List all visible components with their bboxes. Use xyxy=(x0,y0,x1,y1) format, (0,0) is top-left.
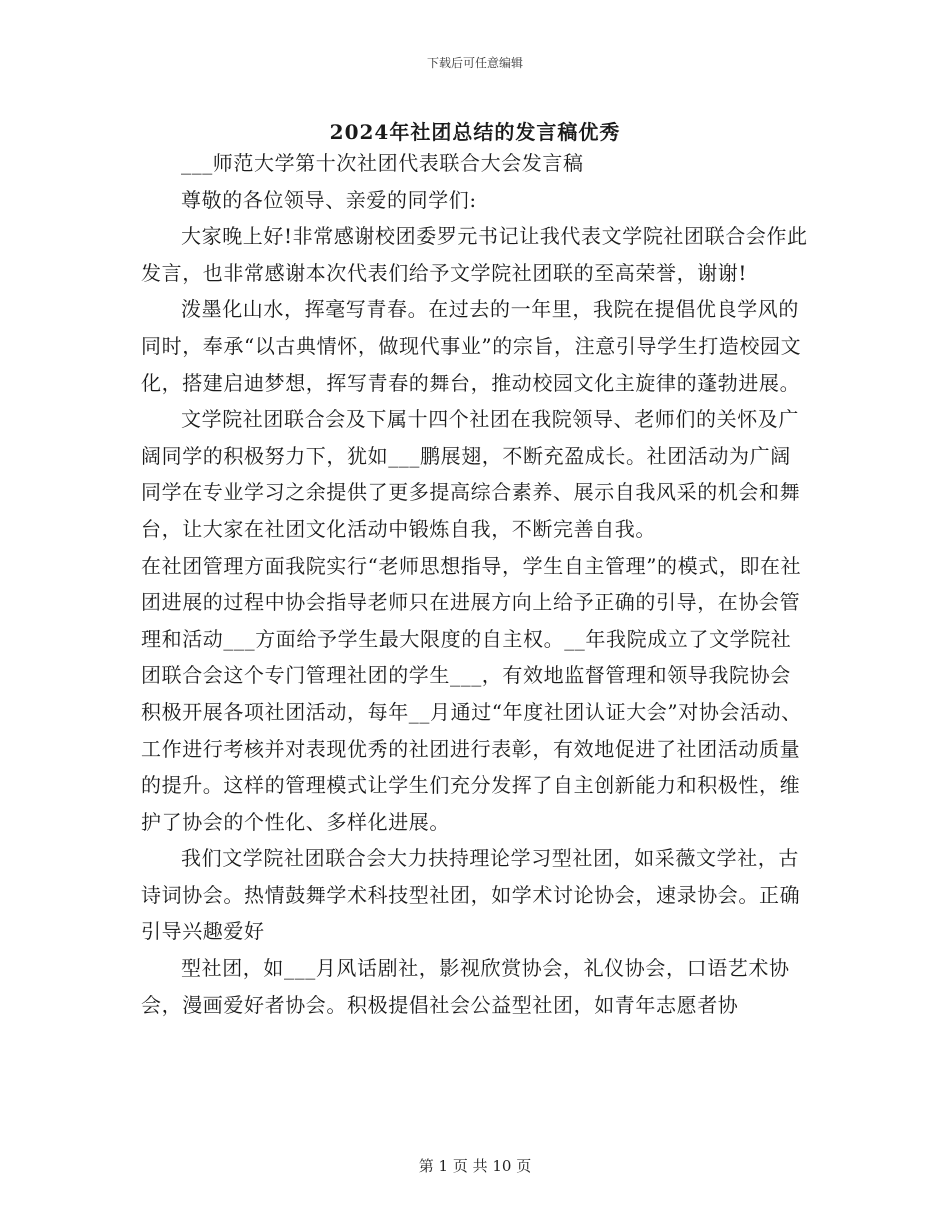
page-footer-page-number: 第 1 页 共 10 页 xyxy=(418,1157,532,1175)
paragraph: 在社团管理方面我院实行“老师思想指导，学生自主管理”的模式，即在社团进展的过程中协会指导老师只在进展方向上给予正确的引导，在协会管理和活动___方面给予学生最大限度的自主权。__年我院成立了文学院社团联合会这个专门管理社团的学生___，有效地监督管理和领导我院协会积极开展各项社团活动，每年__月通过“年度社团认证大会”对协会活动、工作进行考核并对表现优秀的社团进行表彰，有效地促进了社团活动质量的提升。这样的管理模式让学生们充分发挥了自主创新能力和积极性，维护了协会的个性化、多样化进展。 xyxy=(141,553,802,834)
paragraph: 文学院社团联合会及下属十四个社团在我院领导、老师们的关怀及广阔同学的积极努力下，犹如___鹏展翅，不断充盈成长。社团活动为广阔同学在专业学习之余提供了更多提高综合素养、展示自我风采的机会和舞台，让大家在社团文化活动中锻炼自我，不断完善自我。 xyxy=(141,407,801,541)
paragraph-subtitle: ___师范大学第十次社团代表联合大会发言稿 xyxy=(181,151,584,175)
paragraph: 泼墨化山水，挥毫写青春。在过去的一年里，我院在提倡优良学风的同时，奉承“以古典情怀，做现代事业”的宗旨，注意引导学生打造校园文化，搭建启迪梦想，挥写青春的舞台，推动校园文化主旋律的蓬勃进展。 xyxy=(141,297,802,395)
document-body xyxy=(141,145,811,1023)
paragraph-salutation: 尊敬的各位领导、亲爱的同学们: xyxy=(181,187,477,212)
document-title: 2024年社团总结的发言稿优秀 xyxy=(329,120,621,144)
paragraph: 型社团，如___月风话剧社，影视欣赏协会，礼仪协会，口语艺术协会，漫画爱好者协会。积极提倡社会公益型社团，如青年志愿者协 xyxy=(141,956,790,1017)
paragraph: 我们文学院社团联合会大力扶持理论学习型社团，如采薇文学社，古诗词协会。热情鼓舞学术科技型社团，如学术讨论协会，速录协会。正确引导兴趣爱好 xyxy=(141,846,801,944)
page-header-note: 下载后可任意编辑 xyxy=(426,56,523,70)
paragraph: 大家晚上好!非常感谢校团委罗元书记让我代表文学院社团联合会作此发言，也非常感谢本次代表们给予文学院社团联的至高荣誉，谢谢! xyxy=(141,224,808,285)
